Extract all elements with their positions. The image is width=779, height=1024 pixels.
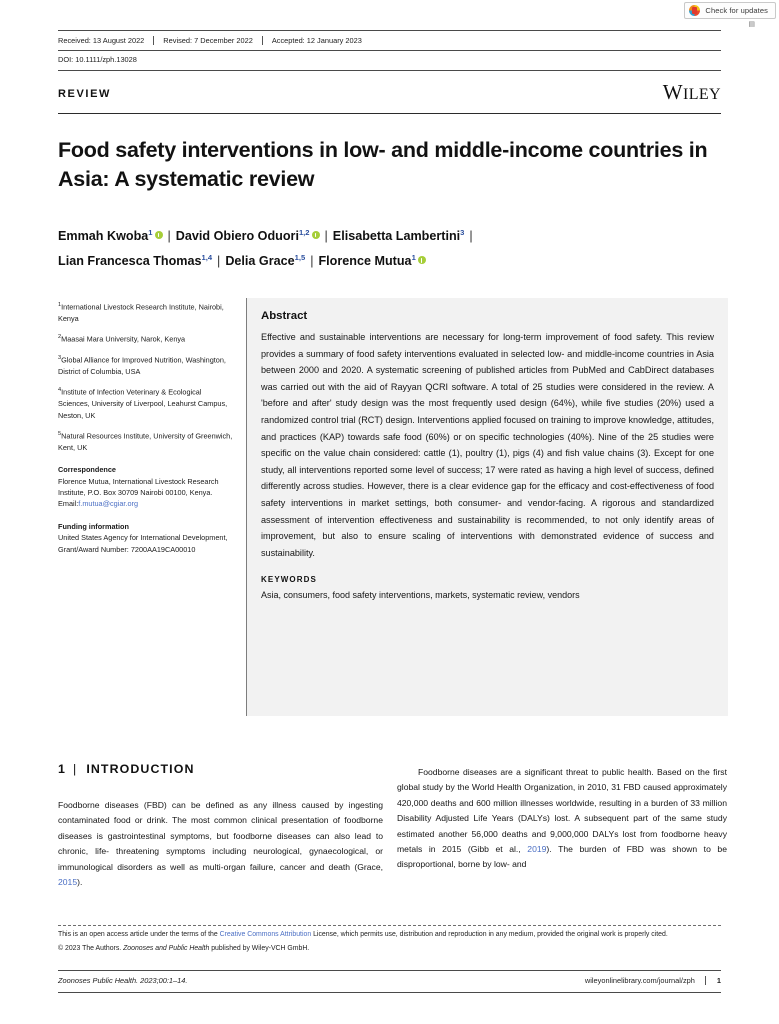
- author-list: [58, 222, 728, 272]
- article-type-label: REVIEW: [58, 88, 111, 100]
- page-title: Food safety interventions in low- and middle-income countries in Asia: A systematic review: [58, 138, 708, 191]
- author-separator: |: [167, 229, 171, 244]
- author-separator: |: [324, 229, 328, 244]
- affiliation-list: [58, 300, 233, 453]
- copyright-post: published by Wiley-VCH GmbH.: [209, 944, 310, 952]
- affiliation-item: [58, 332, 233, 345]
- author-separator: |: [310, 254, 314, 269]
- author-entry[interactable]: [318, 254, 425, 268]
- accepted-date: Accepted: 12 January 2023: [262, 36, 371, 45]
- author-name: Florence Mutua: [318, 254, 412, 269]
- email-link[interactable]: f.mutua@cgiar.org: [78, 499, 139, 509]
- affiliation-number: 2: [58, 334, 62, 341]
- journal-citation: Zoonoses Public Health. 2023;00:1–14.: [58, 976, 188, 985]
- section-title: INTRODUCTION: [86, 762, 195, 776]
- affiliation-text: Institute of Infection Veterinary & Ecological Sciences, University of Liverpool, Leahurst Campus, Neston, UK: [58, 387, 228, 420]
- section-number: 1: [58, 762, 66, 776]
- section-heading-introduction: [58, 762, 195, 776]
- orcid-icon[interactable]: [155, 231, 163, 239]
- crossmark-icon: [689, 5, 700, 16]
- author-separator: |: [469, 229, 473, 244]
- check-for-updates-label: Check for updates: [705, 6, 768, 15]
- received-date: Received: 13 August 2022: [58, 36, 145, 45]
- funding-heading: Funding information: [58, 521, 129, 531]
- updates-tick-mark: ▤: [748, 21, 755, 28]
- author-entry[interactable]: [58, 229, 163, 243]
- author-affil-marker: 1: [148, 228, 153, 237]
- author-affil-marker: 1,4: [201, 253, 213, 263]
- orcid-icon[interactable]: [418, 256, 426, 264]
- header-rule-under-type: [58, 113, 721, 114]
- affiliation-text: Maasai Mara University, Narok, Kenya: [61, 334, 186, 344]
- metadata-column: [58, 300, 233, 566]
- abstract-heading: Abstract: [261, 310, 308, 322]
- author-name: Delia Grace: [225, 254, 295, 269]
- correspondence-heading: Correspondence: [58, 465, 116, 475]
- body-column-right: [397, 765, 727, 873]
- paragraph-text: Foodborne diseases are a significant threat to public health. Based on the first global study by the World Health Organization, in 2010, 31 FBD caused approximately 420,000 deaths and 600 million illnesses worldwide, resulting in a burden of 33 million Disability Adjusted Life Years (DALYs) lost. A subsequent part of the same study estimated another 56,000 deaths and 9,000,000 DALYs lost from foodborne heavy metals in 2015 (Gibb et al.,: [397, 767, 727, 855]
- affiliation-item: [58, 429, 233, 453]
- license-post: License, which permits use, distribution and reproduction in any medium, provided the original work is properly cited.: [311, 931, 668, 938]
- header-rule-mid: [58, 50, 721, 51]
- affiliation-item: [58, 300, 233, 324]
- doi-line[interactable]: DOI: 10.1111/zph.13028: [58, 55, 137, 64]
- footer-row: [58, 976, 721, 985]
- paragraph-text: Foodborne diseases (FBD) can be defined as any illness caused by ingesting contaminated food or drink. The most common clinical presentation of foodborne diseases is gastrointestinal symptoms, but foodborne diseases can also lead to chronic, life- threatening symptoms including neurological, gynaecological, or immunological disorders as well as multi-organ failure, cancer and death (Grace,: [58, 800, 383, 872]
- body-column-left: [58, 798, 383, 890]
- affiliation-number: 5: [58, 430, 62, 437]
- author-affil-marker: 1,2: [298, 228, 310, 237]
- abstract-text: Effective and sustainable interventions are necessary for long-term improvement of food safety. This review provides a summary of food safety interventions evaluated in selected low- and middle-income countries in Asia between 2000 and 2020. A systematic screening of published articles from PubMed and CabDirect databases was carried out with the aid of Rayyan QCRI software. A total of 25 studies were considered in the review. A 'before and after' study design was the most frequently used design (64%), while five studies (20%) used a randomized control trial (RCT) design. Interventions applied focused on training to improve knowledge, attitudes, and practices (KAP) towards safe food (60%) or on specific technologies (40%). Nine of the 25 studies were specific on the value chain considered: cattle (1), poultry (1), pigs (4) and fish value chains (3). Except for one study, all interventions reported some level of success; 17 were rated as having a high level of success, defined differently across studies. However, there is a clear evidence gap for the efficacy and cost-effectiveness of food safety interventions in market settings, both consumer- and vendor-facing. A rigorous and standardized assessment of intervention effectiveness and sustainability is recommended, to not only identify areas of improvement, but also to ensure scaling of interventions with demonstrated evidence of success and sustainability.: [261, 332, 714, 558]
- footer-dashed-rule: [58, 925, 721, 926]
- copyright-pre: © 2023 The Authors.: [58, 944, 124, 952]
- affiliation-item: [58, 353, 233, 377]
- affiliation-text: International Livestock Research Institute, Nairobi, Kenya: [58, 302, 224, 323]
- keywords-list: Asia, consumers, food safety interventions, markets, systematic review, vendors: [261, 590, 580, 601]
- page-number: 1: [705, 976, 721, 985]
- section-divider: |: [73, 762, 78, 776]
- article-history: [58, 34, 371, 47]
- affiliation-text: Global Alliance for Improved Nutrition, Washington, District of Columbia, USA: [58, 355, 226, 376]
- affiliation-number: 1: [58, 302, 62, 308]
- funding-block: [58, 521, 233, 555]
- email-label: Email:: [58, 499, 79, 509]
- wiley-logo: WILEY: [662, 80, 721, 104]
- abstract-box: [246, 298, 728, 716]
- header-rule-bottom: [58, 70, 721, 71]
- revised-date: Revised: 7 December 2022: [153, 36, 262, 45]
- author-name: Emmah Kwoba: [58, 229, 149, 244]
- footer-rule-top: [58, 970, 721, 971]
- author-separator: |: [217, 254, 221, 269]
- journal-url[interactable]: wileyonlinelibrary.com/journal/zph: [584, 976, 695, 985]
- footer-rule-bottom: [58, 992, 721, 993]
- affiliation-number: 3: [58, 355, 62, 362]
- orcid-icon[interactable]: [312, 231, 320, 239]
- correspondence-block: [58, 464, 233, 510]
- journal-name: Zoonoses and Public Health: [123, 944, 210, 952]
- author-name: David Obiero Oduori: [175, 229, 299, 244]
- copyright-line: [58, 944, 728, 955]
- author-entry[interactable]: [58, 254, 212, 268]
- affiliation-item: [58, 385, 233, 421]
- affiliation-number: 4: [58, 387, 62, 394]
- citation-link[interactable]: 2015: [58, 877, 78, 888]
- paragraph-tail: ). The burden of FBD was shown to be disproportional, borne by low- and: [397, 844, 727, 870]
- check-for-updates-badge[interactable]: [684, 2, 776, 19]
- author-affil-marker: 3: [460, 228, 465, 237]
- author-entry[interactable]: [333, 229, 465, 243]
- author-entry[interactable]: [225, 254, 305, 268]
- citation-link[interactable]: 2019: [527, 844, 547, 855]
- creative-commons-link[interactable]: Creative Commons Attribution: [219, 931, 312, 938]
- author-affil-marker: 1,5: [294, 253, 306, 263]
- paragraph: [397, 765, 727, 873]
- author-name: Lian Francesca Thomas: [58, 254, 202, 269]
- footer-right-group: [585, 976, 721, 985]
- license-statement: [58, 930, 728, 954]
- author-entry[interactable]: [176, 229, 320, 243]
- author-affil-marker: 1: [411, 253, 416, 263]
- funding-body: United States Agency for International Development, Grant/Award Number: 7200AA19CA00010: [58, 533, 228, 554]
- correspondence-address: Florence Mutua, International Livestock Research Institute, P.O. Box 30709 Nairobi 00100, Kenya.: [58, 476, 219, 497]
- author-name: Elisabetta Lambertini: [332, 229, 461, 244]
- paragraph: [58, 798, 383, 890]
- keywords-heading: KEYWORDS: [261, 575, 317, 585]
- affiliation-text: Natural Resources Institute, University of Greenwich, Kent, UK: [58, 431, 233, 452]
- header-rule-top: [58, 30, 721, 31]
- license-pre: This is an open access article under the terms of the: [58, 931, 220, 938]
- paragraph-tail: ).: [77, 877, 83, 888]
- download-watermark: [765, 0, 779, 28]
- correspondence-body: [58, 476, 233, 510]
